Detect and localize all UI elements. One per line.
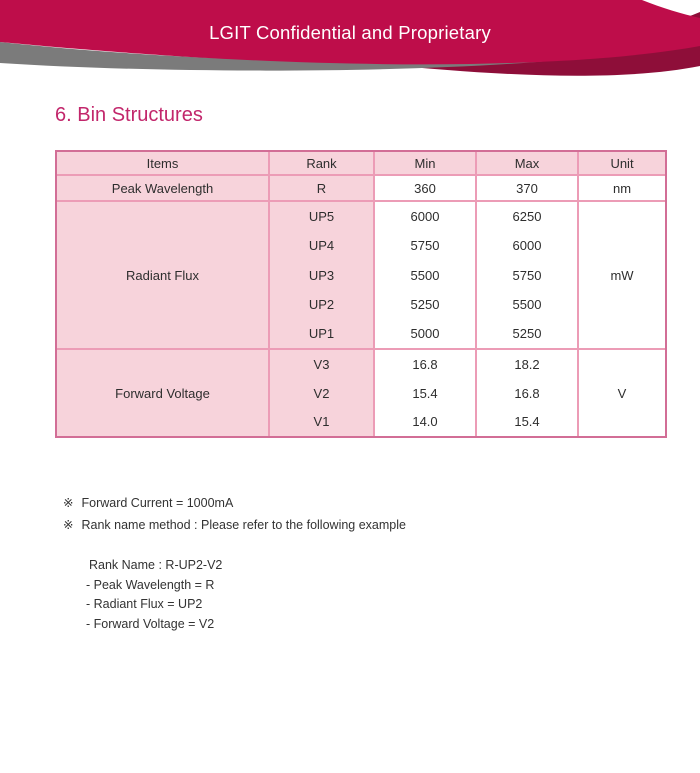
- table-cell-max: 15.4: [514, 414, 540, 430]
- example-title: Rank Name : R-UP2-V2: [89, 558, 223, 572]
- banner-swoosh-graphic: [0, 0, 700, 95]
- header-banner: [0, 0, 700, 95]
- table-cell-min: 14.0: [412, 414, 438, 430]
- example-line: - Radiant Flux = UP2: [86, 597, 203, 611]
- table-cell-min: 16.8: [412, 356, 438, 372]
- table-cell-min: 5750: [410, 238, 440, 254]
- table-cell-rank-stack: [268, 202, 373, 348]
- table-cell-max: 5750: [512, 267, 542, 283]
- notes-block: [63, 492, 406, 536]
- table-cell-min: 15.4: [412, 385, 438, 401]
- table-cell-max: 370: [475, 176, 577, 200]
- reference-mark-icon: ※: [63, 496, 74, 510]
- table-cell-max: 5500: [512, 296, 542, 312]
- table-section-peak-wavelength: [57, 174, 665, 200]
- table-header-row: [57, 152, 665, 174]
- table-cell-max: 5250: [512, 325, 542, 341]
- note-text: Forward Current = 1000mA: [81, 496, 234, 510]
- banner-title: LGIT Confidential and Proprietary: [209, 22, 491, 43]
- table-cell-min-stack: [373, 350, 475, 436]
- table-cell-max: 18.2: [514, 356, 540, 372]
- bin-structure-table: [55, 150, 667, 438]
- table-section-radiant-flux: [57, 200, 665, 348]
- table-cell-rank: V2: [313, 385, 330, 401]
- column-header-max: Max: [475, 152, 577, 174]
- column-header-unit: Unit: [577, 152, 665, 174]
- table-cell-item: Peak Wavelength: [57, 176, 268, 200]
- table-cell-max: 6250: [512, 209, 542, 225]
- table-cell-rank: V1: [313, 414, 330, 430]
- table-cell-rank: UP5: [308, 209, 335, 225]
- table-cell-rank: UP4: [308, 238, 335, 254]
- reference-mark-icon: ※: [63, 518, 74, 532]
- table-cell-rank: UP3: [308, 267, 335, 283]
- note-forward-current: [63, 492, 406, 514]
- example-line: - Peak Wavelength = R: [86, 577, 215, 592]
- table-cell-rank: V3: [313, 356, 330, 372]
- table-cell-unit: V: [577, 350, 665, 436]
- example-line: - Forward Voltage = V2: [86, 616, 215, 631]
- table-cell-min: 5000: [410, 325, 440, 341]
- table-section-forward-voltage: [57, 348, 665, 436]
- table-cell-max-stack: [475, 350, 577, 436]
- column-header-min: Min: [373, 152, 475, 174]
- note-text: Rank name method : Please refer to the following example: [81, 518, 406, 532]
- table-cell-max: 16.8: [514, 385, 540, 401]
- table-cell-unit: nm: [577, 176, 665, 200]
- column-header-rank: Rank: [268, 152, 373, 174]
- column-header-items: Items: [57, 152, 268, 174]
- table-cell-min: 5250: [410, 296, 440, 312]
- table-cell-max: 6000: [512, 238, 542, 254]
- table-cell-min-stack: [373, 202, 475, 348]
- table-cell-min: 6000: [410, 209, 440, 225]
- table-cell-rank: R: [268, 176, 373, 200]
- page-title: 6. Bin Structures: [55, 104, 203, 126]
- rank-name-example: [86, 556, 222, 634]
- table-cell-unit: mW: [577, 202, 665, 348]
- table-cell-rank: UP2: [308, 296, 335, 312]
- table-cell-max-stack: [475, 202, 577, 348]
- note-rank-name-method: [63, 514, 406, 536]
- table-cell-min: 5500: [410, 267, 440, 283]
- table-cell-item: Forward Voltage: [57, 350, 268, 436]
- table-cell-rank-stack: [268, 350, 373, 436]
- table-cell-rank: UP1: [308, 325, 335, 341]
- table-cell-min: 360: [373, 176, 475, 200]
- table-cell-item: Radiant Flux: [57, 202, 268, 348]
